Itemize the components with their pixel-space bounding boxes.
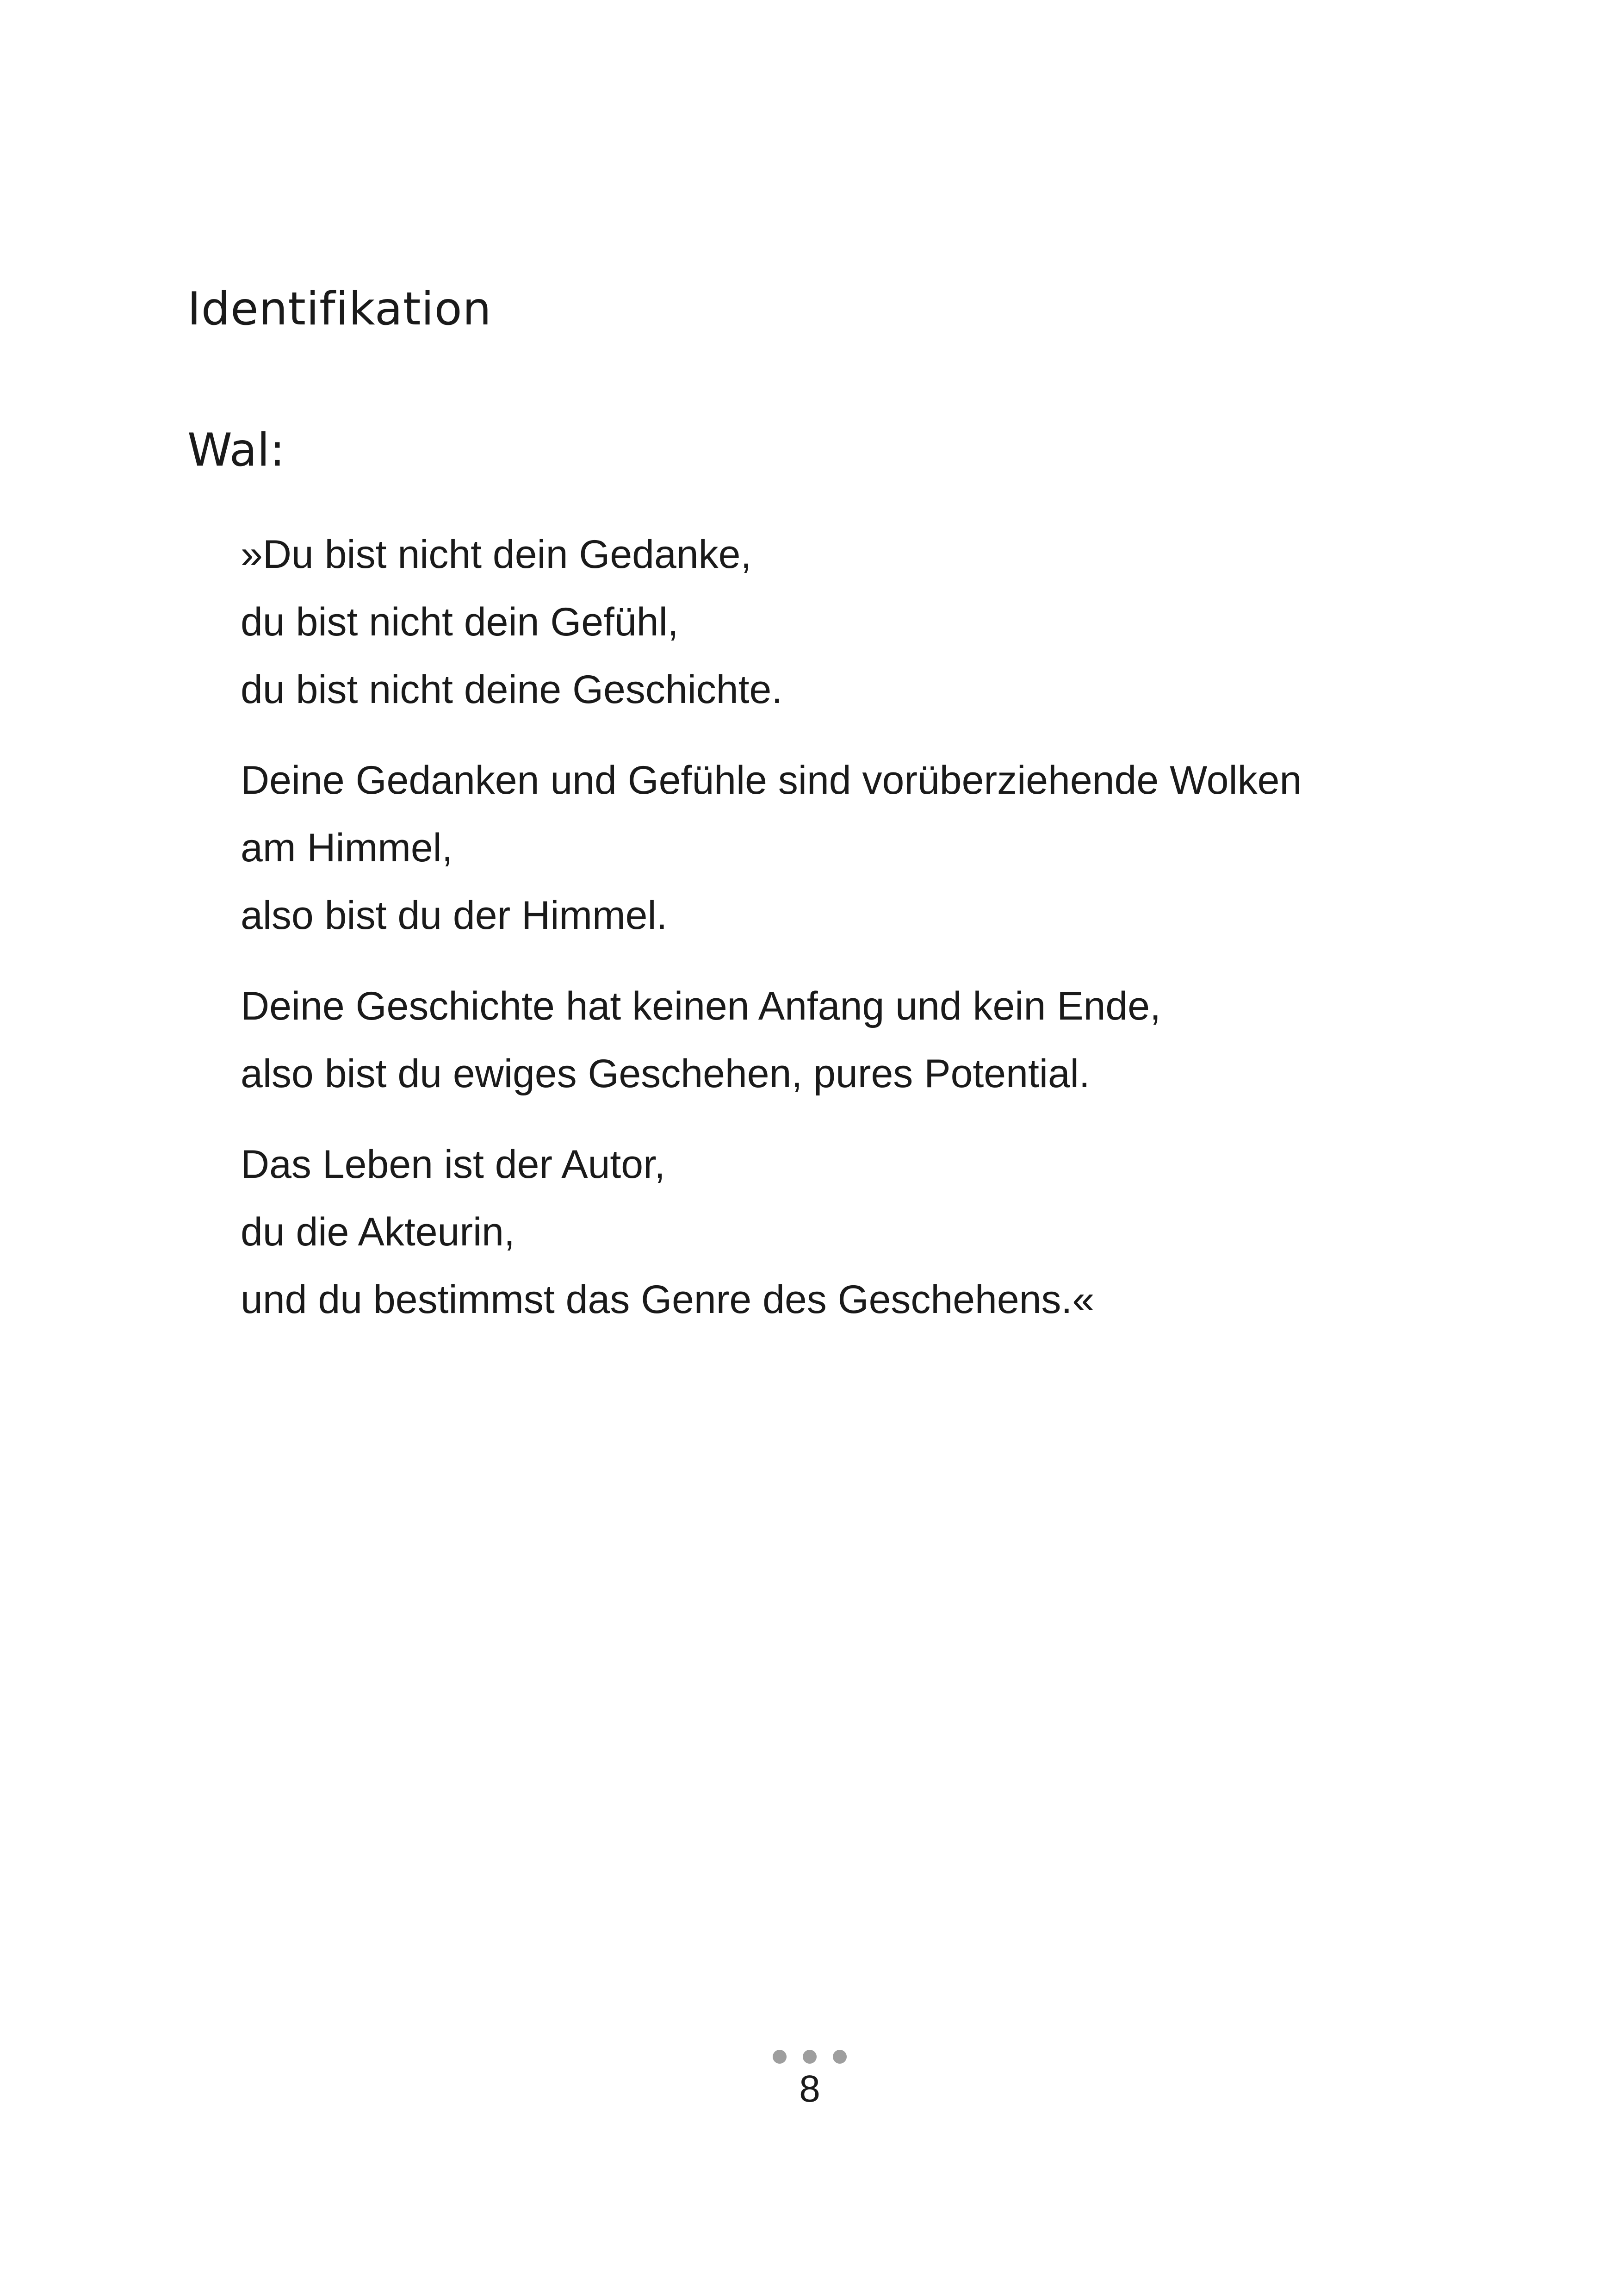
- stanza-2: [241, 747, 1490, 949]
- quote-line: und du bestimmst das Genre des Geschehens.«: [241, 1277, 1095, 1322]
- section-heading: Identifikation: [187, 283, 492, 336]
- quote-block: [241, 521, 1490, 1356]
- quote-line: Deine Gedanken und Gefühle sind vorüberziehende Wolken: [241, 758, 1302, 803]
- quote-line: du die Akteurin,: [241, 1210, 515, 1254]
- quote-line: also bist du der Himmel.: [241, 893, 668, 938]
- quote-line: du bist nicht deine Geschichte.: [241, 667, 783, 712]
- page-number: 8: [799, 2068, 820, 2110]
- quote-line: »Du bist nicht dein Gedanke,: [241, 532, 752, 577]
- dot-icon: [773, 2050, 787, 2064]
- quote-line: Das Leben ist der Autor,: [241, 1142, 665, 1187]
- three-dots-ornament-icon: [773, 2049, 847, 2064]
- dot-icon: [803, 2050, 817, 2064]
- quote-line: du bist nicht dein Gefühl,: [241, 600, 679, 644]
- stanza-3: [241, 972, 1490, 1108]
- speaker-label: Wal:: [187, 424, 285, 477]
- quote-line: Deine Geschichte hat keinen Anfang und kein Ende,: [241, 984, 1161, 1028]
- quote-line: also bist du ewiges Geschehen, pures Potential.: [241, 1052, 1090, 1096]
- stanza-1: [241, 521, 1490, 723]
- dot-icon: [833, 2050, 847, 2064]
- quote-line: am Himmel,: [241, 826, 453, 870]
- stanza-4: [241, 1131, 1490, 1333]
